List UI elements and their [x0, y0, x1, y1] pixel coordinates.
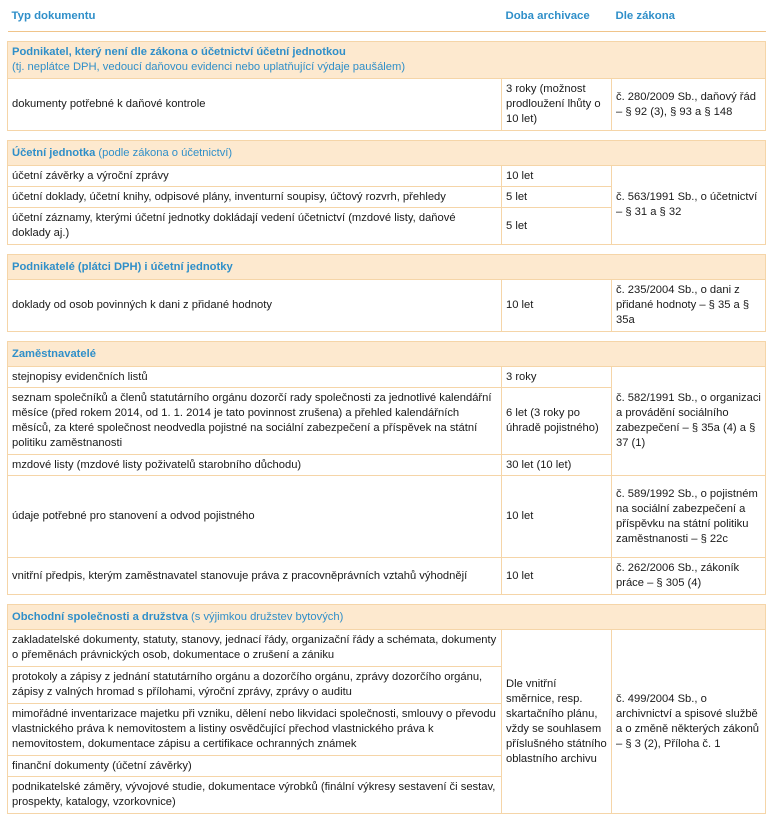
law-cell: č. 589/1992 Sb., o pojistném na sociální zabezpečení a příspěvku na státní politiku zaměstnanosti – § 22c	[612, 476, 766, 558]
section-header	[8, 255, 766, 280]
document-cell: stejnopisy evidenčních listů	[8, 367, 502, 388]
header-row	[8, 0, 766, 32]
section-header	[8, 342, 766, 367]
law-cell: č. 563/1991 Sb., o účetnictví – § 31 a § 32	[612, 166, 766, 245]
document-cell: údaje potřebné pro stanovení a odvod pojistného	[8, 476, 502, 558]
period-cell: 30 let (10 let)	[502, 455, 612, 476]
document-cell: účetní záznamy, kterými účetní jednotky dokládají vedení účetnictví (mzdové listy, daňové doklady aj.)	[8, 208, 502, 245]
document-cell: dokumenty potřebné k daňové kontrole	[8, 79, 502, 131]
period-cell: 10 let	[502, 280, 612, 332]
law-cell: č. 235/2004 Sb., o dani z přidané hodnoty – § 35 a § 35a	[612, 280, 766, 332]
table-row	[8, 558, 766, 595]
section-title: Zaměstnavatelé	[12, 348, 96, 360]
law-cell: č. 582/1991 Sb., o organizaci a provádění sociálního zabezpečení – § 35a (4) a § 37 (1)	[612, 367, 766, 476]
header-document-type: Typ dokumentu	[8, 0, 502, 32]
period-cell: 3 roky (možnost prodloužení lhůty o 10 let)	[502, 79, 612, 131]
section-title: Účetní jednotka	[12, 147, 96, 159]
law-cell: č. 280/2009 Sb., daňový řád – § 92 (3), § 93 a § 148	[612, 79, 766, 131]
document-cell: vnitřní předpis, kterým zaměstnavatel stanovuje práva z pracovněprávních vztahů výhodnějí	[8, 558, 502, 595]
period-cell: 6 let (3 roky po úhradě pojistného)	[502, 388, 612, 455]
document-cell: seznam společníků a členů statutárního orgánu dozorčí rady společnosti za jednotlivé kalendářní měsíce (před rokem 2014, od 1. 1. 2014 je tato povinnost zrušena) a přehled kalendářních měsíců, za které společnost neodvedla pojistné na sociální zabezpečení a příspěvek na státní politiku zaměstnanosti	[8, 388, 502, 455]
period-cell: 10 let	[502, 166, 612, 187]
section-title: Obchodní společnosti a družstva	[12, 611, 188, 623]
section-note: (s výjimkou družstev bytových)	[187, 611, 344, 623]
table-row	[8, 280, 766, 332]
period-cell: Dle vnitřní směrnice, resp. skartačního plánu, vždy se souhlasem příslušného státního oblastního archivu	[502, 630, 612, 814]
law-cell: č. 262/2006 Sb., zákoník práce – § 305 (4)	[612, 558, 766, 595]
section-title: Podnikatel, který není dle zákona o účetnictví účetní jednotkou	[12, 46, 346, 58]
document-cell: účetní závěrky a výroční zprávy	[8, 166, 502, 187]
section-header	[8, 605, 766, 630]
table-row	[8, 79, 766, 131]
table-row	[8, 166, 766, 187]
header-law: Dle zákona	[612, 0, 766, 32]
table-row	[8, 630, 766, 667]
section-title: Podnikatelé (plátci DPH) i účetní jednotky	[12, 261, 233, 273]
retention-table	[7, 0, 766, 814]
header-retention-period: Doba archivace	[502, 0, 612, 32]
section-header	[8, 141, 766, 166]
section-note: (podle zákona o účetnictví)	[95, 147, 233, 159]
document-cell: podnikatelské záměry, vývojové studie, dokumentace výrobků (finální výkresy sestavení či sestav, prospekty, katalogy, vzorkovnice)	[8, 777, 502, 814]
period-cell: 10 let	[502, 558, 612, 595]
document-cell: mzdové listy (mzdové listy poživatelů starobního důchodu)	[8, 455, 502, 476]
period-cell: 5 let	[502, 187, 612, 208]
document-cell: finanční dokumenty (účetní závěrky)	[8, 756, 502, 777]
section-subtitle: (tj. neplátce DPH, vedoucí daňovou evidenci nebo uplatňující výdaje paušálem)	[12, 61, 406, 73]
document-cell: mimořádné inventarizace majetku při vzniku, dělení nebo likvidaci společnosti, smlouvy o převodu vlastnického práva k nemovitostem a listiny osvědčující přechod vlastnického práva k nemovitostem, dokumentace zápisu a certifikace ochranných známek	[8, 704, 502, 756]
document-cell: zakladatelské dokumenty, statuty, stanovy, jednací řády, organizační řády a schémata, dokumenty o přeměnách právnických osob, dokumentace o zrušení a zániku	[8, 630, 502, 667]
document-cell: účetní doklady, účetní knihy, odpisové plány, inventurní soupisy, účtový rozvrh, přehledy	[8, 187, 502, 208]
law-cell: č. 499/2004 Sb., o archivnictví a spisové službě a o změně některých zákonů – § 3 (2), Příloha č. 1	[612, 630, 766, 814]
period-cell: 5 let	[502, 208, 612, 245]
section-header	[8, 42, 766, 79]
period-cell: 10 let	[502, 476, 612, 558]
table-row	[8, 367, 766, 388]
table-row	[8, 476, 766, 558]
document-cell: protokoly a zápisy z jednání statutárního orgánu a dozorčího orgánu, zprávy dozorčího orgánu, zápisy z valných hromad s přílohami, výroční zprávy, zprávy o auditu	[8, 667, 502, 704]
document-cell: doklady od osob povinných k dani z přidané hodnoty	[8, 280, 502, 332]
period-cell: 3 roky	[502, 367, 612, 388]
